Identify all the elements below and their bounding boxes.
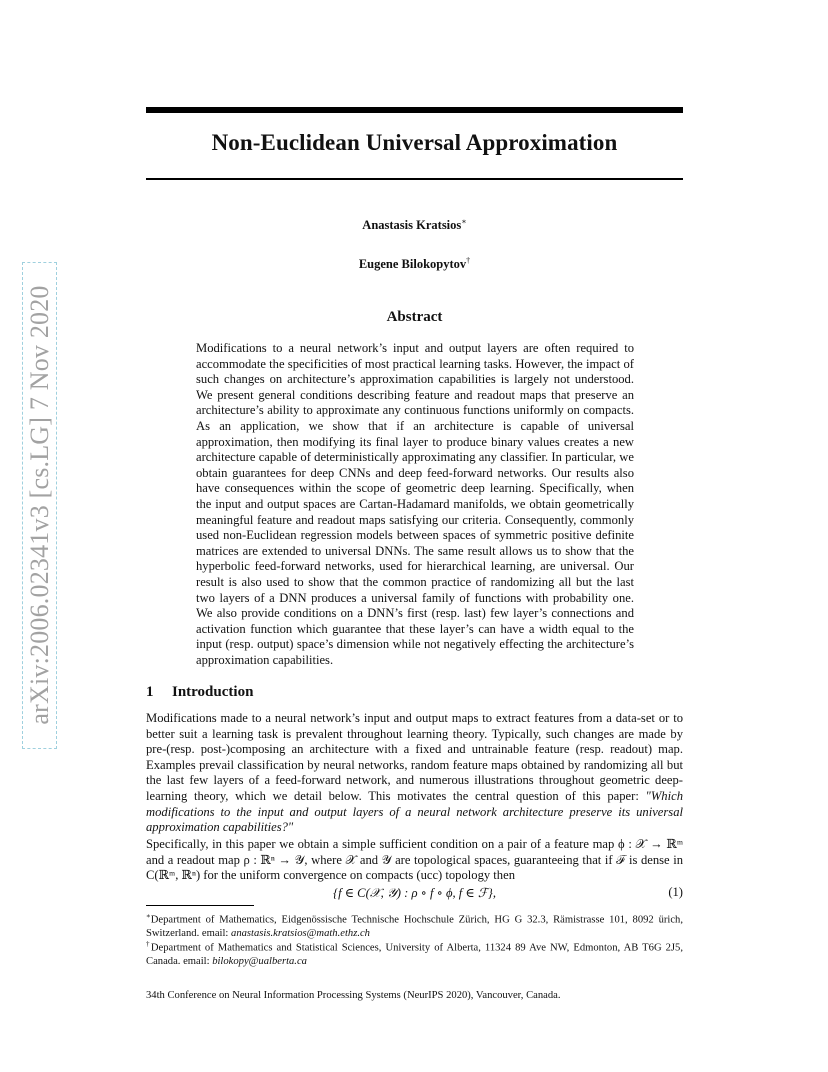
footnote-1-mark: ∗ — [146, 912, 151, 920]
equation-expression: {f ∈ C(𝒳, 𝒴) : ρ ∘ f ∘ ϕ, f ∈ ℱ}, — [333, 886, 496, 900]
author-2-mark: † — [466, 256, 471, 265]
section-heading — [146, 684, 253, 701]
central-question: "Which modifications to the input and output layers of a neural network architecture preserve its universal approximation capabilities?" — [146, 788, 683, 835]
title-top-rule — [146, 107, 683, 113]
author-2-name: Eugene Bilokopytov — [358, 257, 467, 272]
section-title: Introduction — [172, 684, 254, 700]
conference-note: 34th Conference on Neural Information Processing Systems (NeurIPS 2020), Vancouver, Canada. — [146, 990, 561, 1001]
author-1-name: Anastasis Kratsios — [362, 218, 462, 233]
footnote-2-mark: † — [146, 940, 151, 948]
footnote-2-email[interactable]: bilokopy@ualberta.ca — [212, 955, 307, 967]
equation-number: (1) — [668, 885, 683, 899]
intro-paragraph-2: Specifically, in this paper we obtain a simple sufficient condition on a pair of a feature map ϕ : 𝒳 → ℝᵐ and a readout map ρ : ℝⁿ → 𝒴, where 𝒳 and 𝒴 are topological spaces, guaranteeing that if ℱ is dense in C(ℝᵐ, ℝⁿ) for the uniform convergence on compacts (ucc) topology then — [146, 837, 683, 883]
footnote-1-text: Department of Mathematics, Eidgenössische Technische Hochschule Zürich, HG G 32.3, Rämistrasse 101, 8092 ürich, Switzerland. email: — [146, 914, 683, 939]
section-number: 1 — [146, 684, 154, 700]
footnote-2 — [146, 938, 683, 968]
intro-paragraph-1 — [146, 711, 683, 836]
abstract-heading: Abstract — [386, 309, 443, 325]
arxiv-stamp[interactable]: arXiv:2006.02341v3 [cs.LG] 7 Nov 2020 — [25, 285, 54, 725]
title-bottom-rule — [146, 178, 683, 180]
abstract-text: Modifications to a neural network’s input and output layers are often required to accommodate the specificities of most practical learning tasks. However, the impact of such changes on architecture’s approximation capabilities is largely not understood. We present general conditions describing feature and readout maps that preserve an architecture’s ability to approximate any continuous functions uniformly on compacts. As an application, we show that if an architecture is capable of universal approximation, then modifying its final layer to produce binary values creates a new architecture capable of deterministically approximating any classifier. In particular, we obtain guarantees for deep CNNs and deep feed-forward networks. Our results also have consequences within the scope of geometric deep learning. Specifically, when the input and output spaces are Cartan-Hadamard manifolds, we obtain geometrically meaningful feature and readout maps satisfying our criteria. Consequently, commonly used non-Euclidean regression models between spaces of symmetric positive definite matrices are extended to universal DNNs. The same result allows us to show that the hyperbolic feed-forward networks, used for hierarchical learning, are universal. Our result is also used to show that the common practice of randomizing all but the last two layers of a DNN produces a universal family of functions with probability one. We also provide conditions on a DNN’s first (resp. last) few layer’s connections and activation function which guarantee that these layer’s can have a width equal to the input (resp. output) space’s dimension while not negatively effecting the architecture’s approximation capabilities. — [196, 341, 634, 667]
author-1-mark: ∗ — [461, 217, 467, 226]
footnote-2-text: Department of Mathematics and Statistical Sciences, University of Alberta, 11324 89 Ave NW, Edmonton, AB T6G 2J5, Canada. email: — [146, 942, 683, 967]
author-2 — [146, 256, 683, 272]
footnote-1-email[interactable]: anastasis.kratsios@math.ethz.ch — [231, 927, 370, 939]
intro-paragraph-1-text: Modifications made to a neural network’s input and output maps to extract features from a data-set or to better suit a learning task is prevalent throughout learning theory. Typically, such changes are made by pre-(resp. post-)composing an architecture with a fixed and untrainable feature (resp. readout) map. Examples prevail classification by neural networks, random feature maps obtained by randomizing all but the last few layers of a feed-forward network, and numerous illustrations throughout geometric deep-learning theory, which we detail below. This motivates the central question of this paper: — [146, 711, 683, 803]
footnote-1 — [146, 910, 683, 940]
footnote-rule — [146, 905, 254, 906]
paper-title: Non-Euclidean Universal Approximation — [211, 130, 618, 155]
author-1 — [146, 217, 683, 233]
